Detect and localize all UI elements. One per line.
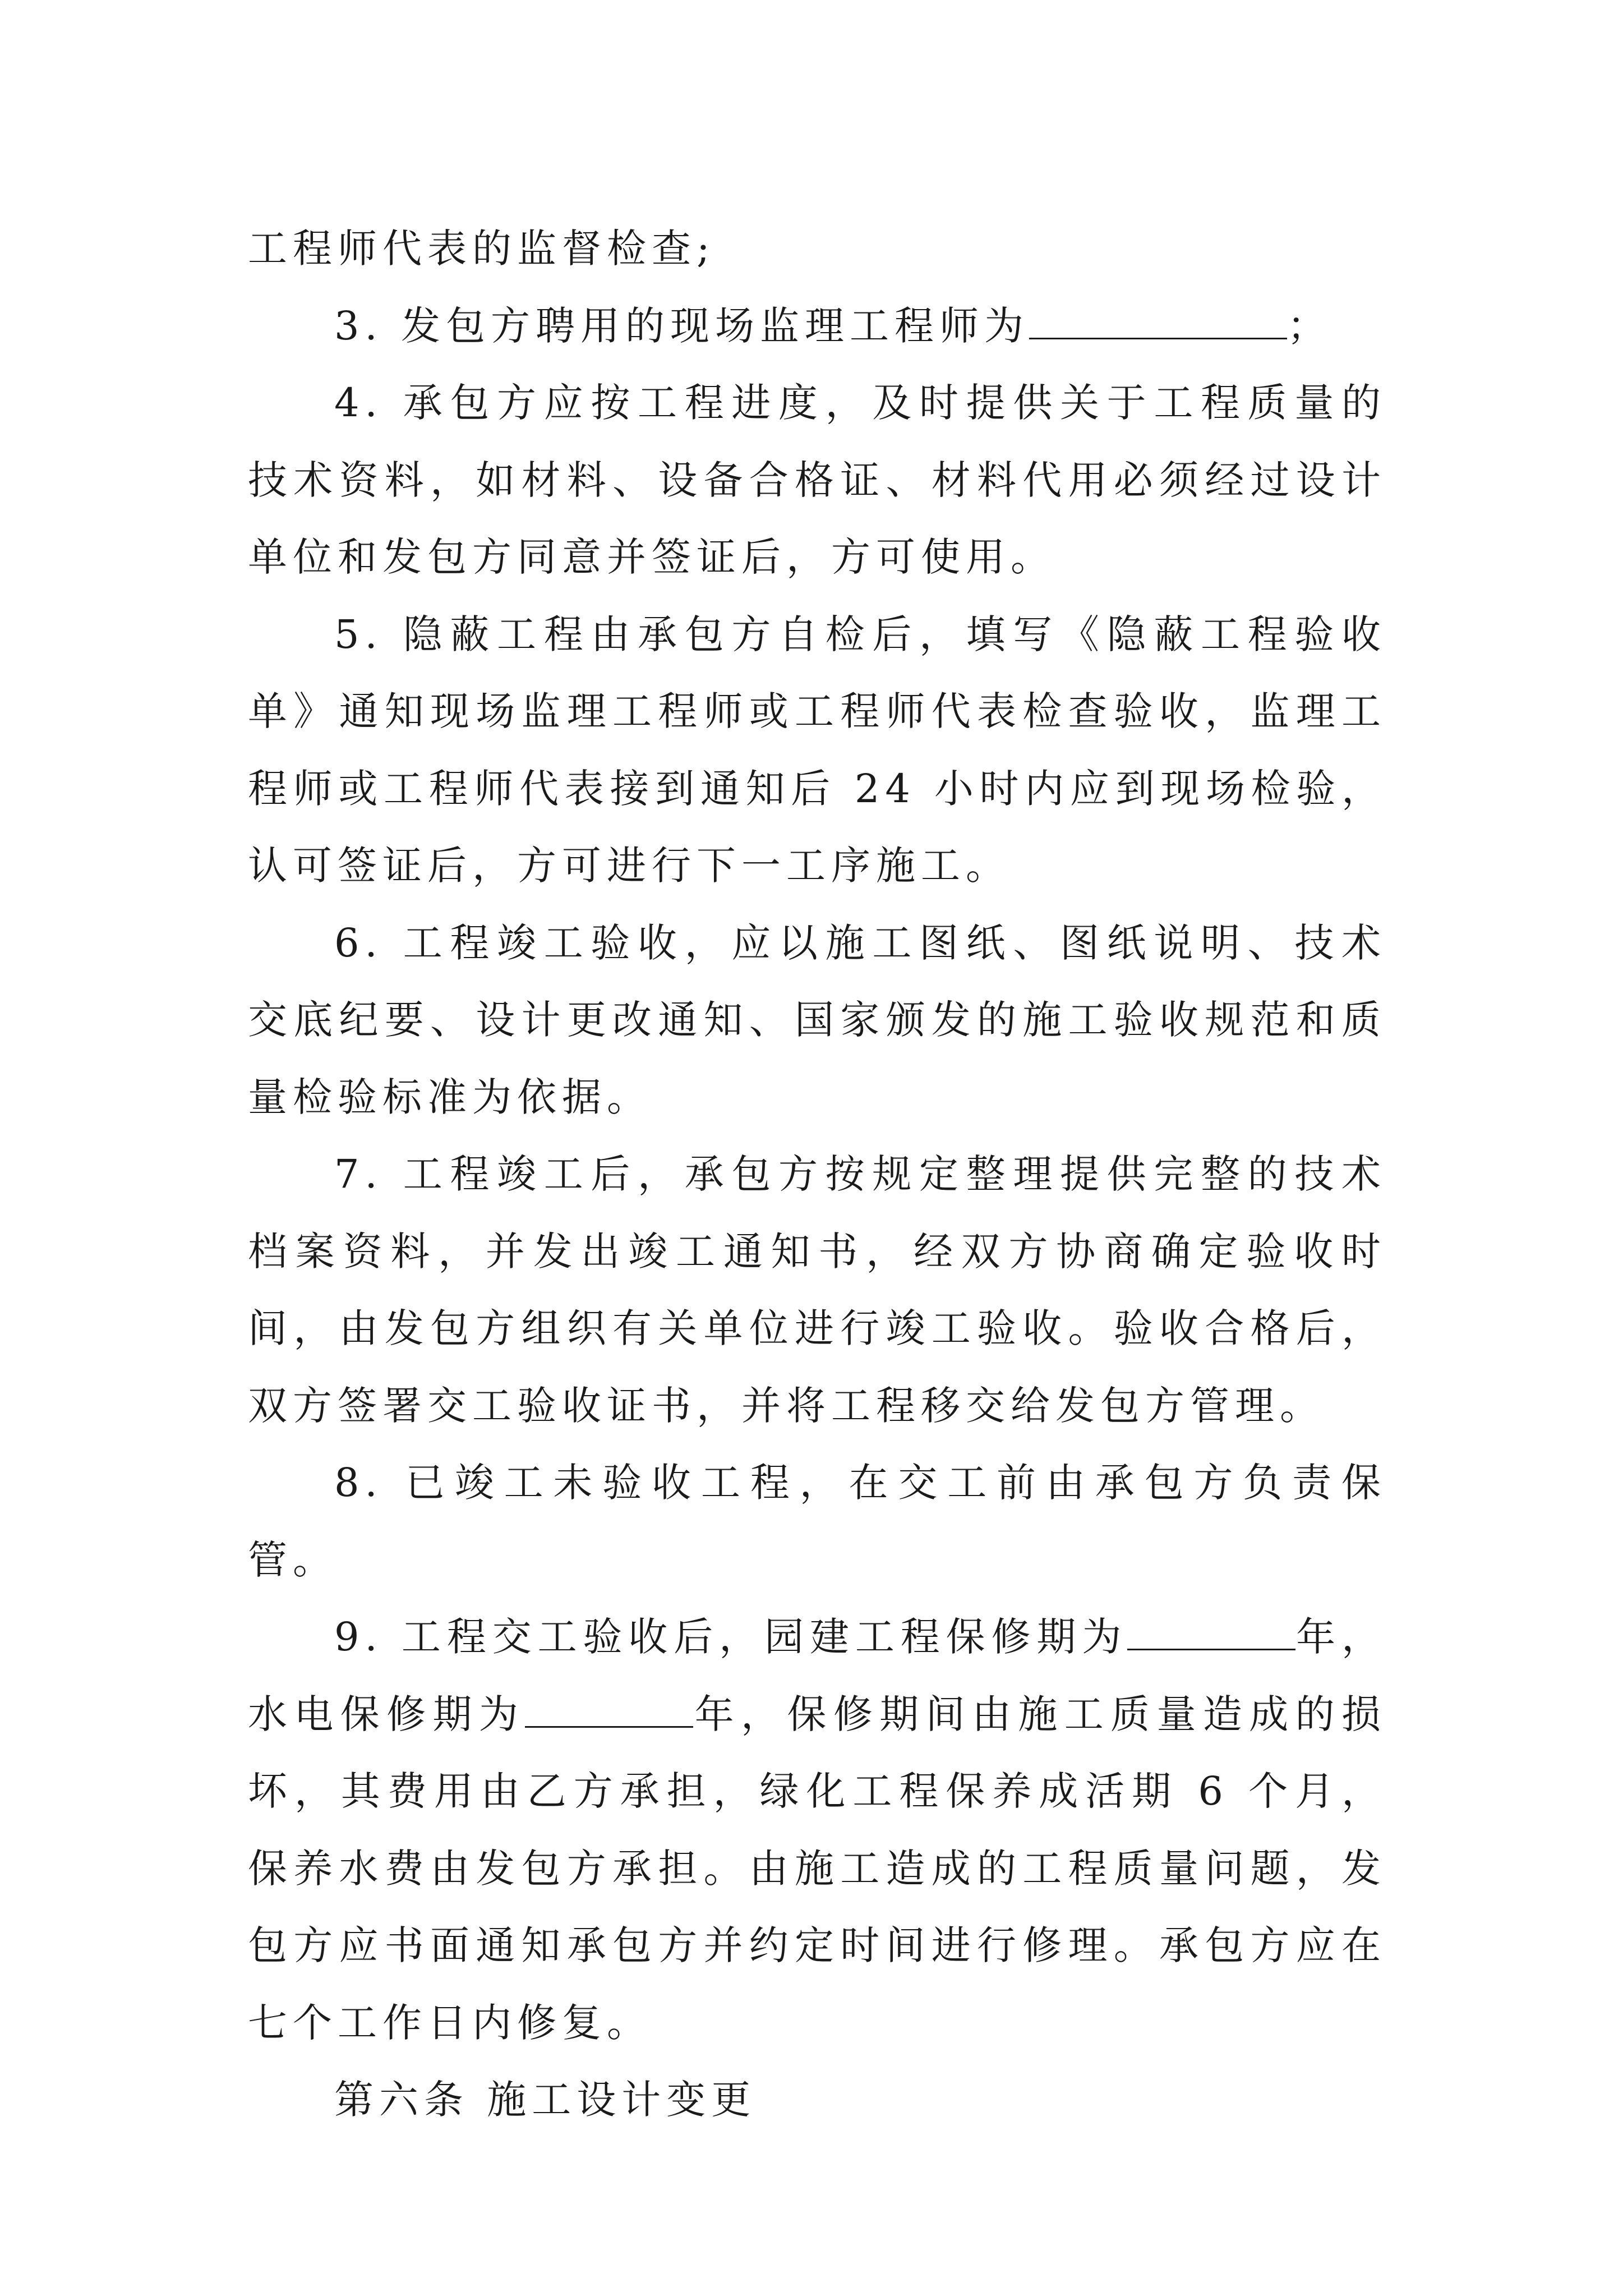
item-3-text: 3. 发包方聘用的现场监理工程师为 (334, 302, 1030, 349)
item-9-part3: 年，保修期间由施工质量造成的损坏，其费用由乙方承担，绿化工程保养成活期 6 个月，保养水费由发包方承担。由施工造成的工程质量问题，发包方应书面通知承包方并约定时间进行修理。承包方应在七个工作日内修复。 (248, 1691, 1387, 2046)
item-7: 7. 工程竣工后，承包方按规定整理提供完整的技术档案资料，并发出竣工通知书，经双方协商确定验收时间，由发包方组织有关单位进行竣工验收。验收合格后，双方签署交工验收证书，并将工程移交给发包方管理。 (248, 1151, 1386, 1429)
item-3-end: ； (1287, 302, 1332, 349)
item-9 (248, 1599, 1386, 2062)
item-9-part1: 9. 工程交工验收后，园建工程保修期为 (334, 1614, 1128, 1660)
item-3 (248, 288, 1386, 365)
landscape-warranty-years-blank (1127, 1609, 1295, 1650)
supervisor-engineer-blank (1029, 298, 1287, 339)
section-6-heading: 第六条 施工设计变更 (334, 2077, 757, 2123)
item-9-part2: 年，水电保修期为 (248, 1614, 1387, 1737)
document-body (248, 210, 1386, 2139)
item-8: 8. 已竣工未验收工程，在交工前由承包方负责保管。 (248, 1460, 1386, 1583)
item-4: 4. 承包方应按工程进度，及时提供关于工程质量的技术资料，如材料、设备合格证、材料代用必须经过设计单位和发包方同意并签证后，方可使用。 (248, 380, 1386, 580)
item-6: 6. 工程竣工验收，应以施工图纸、图纸说明、技术交底纪要、设计更改通知、国家颁发的施工验收规范和质量检验标准为依据。 (248, 919, 1386, 1120)
utility-warranty-years-blank (525, 1687, 693, 1728)
item-5: 5. 隐蔽工程由承包方自检后，填写《隐蔽工程验收单》通知现场监理工程师或工程师代表检查验收，监理工程师或工程师代表接到通知后 24 小时内应到现场检验，认可签证后，方可进行下一工序施工。 (248, 611, 1386, 889)
paragraph-continuation: 工程师代表的监督检查; (248, 226, 716, 272)
